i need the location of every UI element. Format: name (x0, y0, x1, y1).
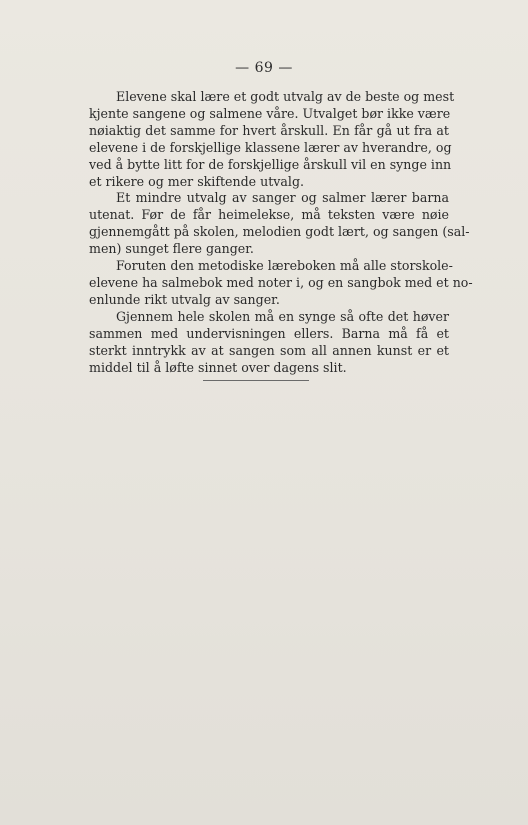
text-line: gjennemgått på skolen, melodien godt lært, og sangen (sal- (89, 224, 470, 240)
body-text (89, 89, 473, 376)
text-line: middel til å løfte sinnet over dagens slit. (89, 359, 347, 375)
text-line: kjente sangene og salmene våre. Utvalget bør ikke være (89, 105, 451, 121)
paragraph (89, 258, 473, 309)
text-line: Elevene skal lære et godt utvalg av de beste og mest (116, 89, 455, 104)
paragraph (89, 89, 455, 190)
page-number: — 69 — (235, 60, 293, 76)
text-line: nøiaktig det samme for hvert årskull. En får gå ut fra at (89, 122, 449, 138)
text-line: enlunde rikt utvalg av sanger. (89, 291, 280, 307)
text-line: sammen med undervisningen ellers. Barna må få et (89, 325, 449, 341)
text-line: elevene ha salmebok med noter i, og en sangbok med et no- (89, 274, 473, 290)
text-line: et rikere og mer skiftende utvalg. (89, 173, 305, 189)
paragraph (89, 309, 449, 377)
text-line: utenat. Før de får heimelekse, må teksten være nøie (89, 207, 449, 223)
text-line: elevene i de forskjellige klassene lærer av hverandre, og (89, 139, 452, 155)
text-line: Foruten den metodiske læreboken må alle storskole- (116, 258, 453, 274)
text-line: Et mindre utvalg av sanger og salmer lærer barna (116, 190, 449, 206)
text-line: men) sunget flere ganger. (89, 241, 254, 257)
section-divider (203, 380, 309, 381)
paragraph (89, 190, 470, 258)
text-line: ved å bytte litt for de forskjellige årskull vil en synge inn (89, 156, 452, 172)
text-line: Gjennem hele skolen må en synge så ofte det høver (116, 308, 449, 324)
text-line: sterkt inntrykk av at sangen som all annen kunst er et (89, 342, 449, 358)
